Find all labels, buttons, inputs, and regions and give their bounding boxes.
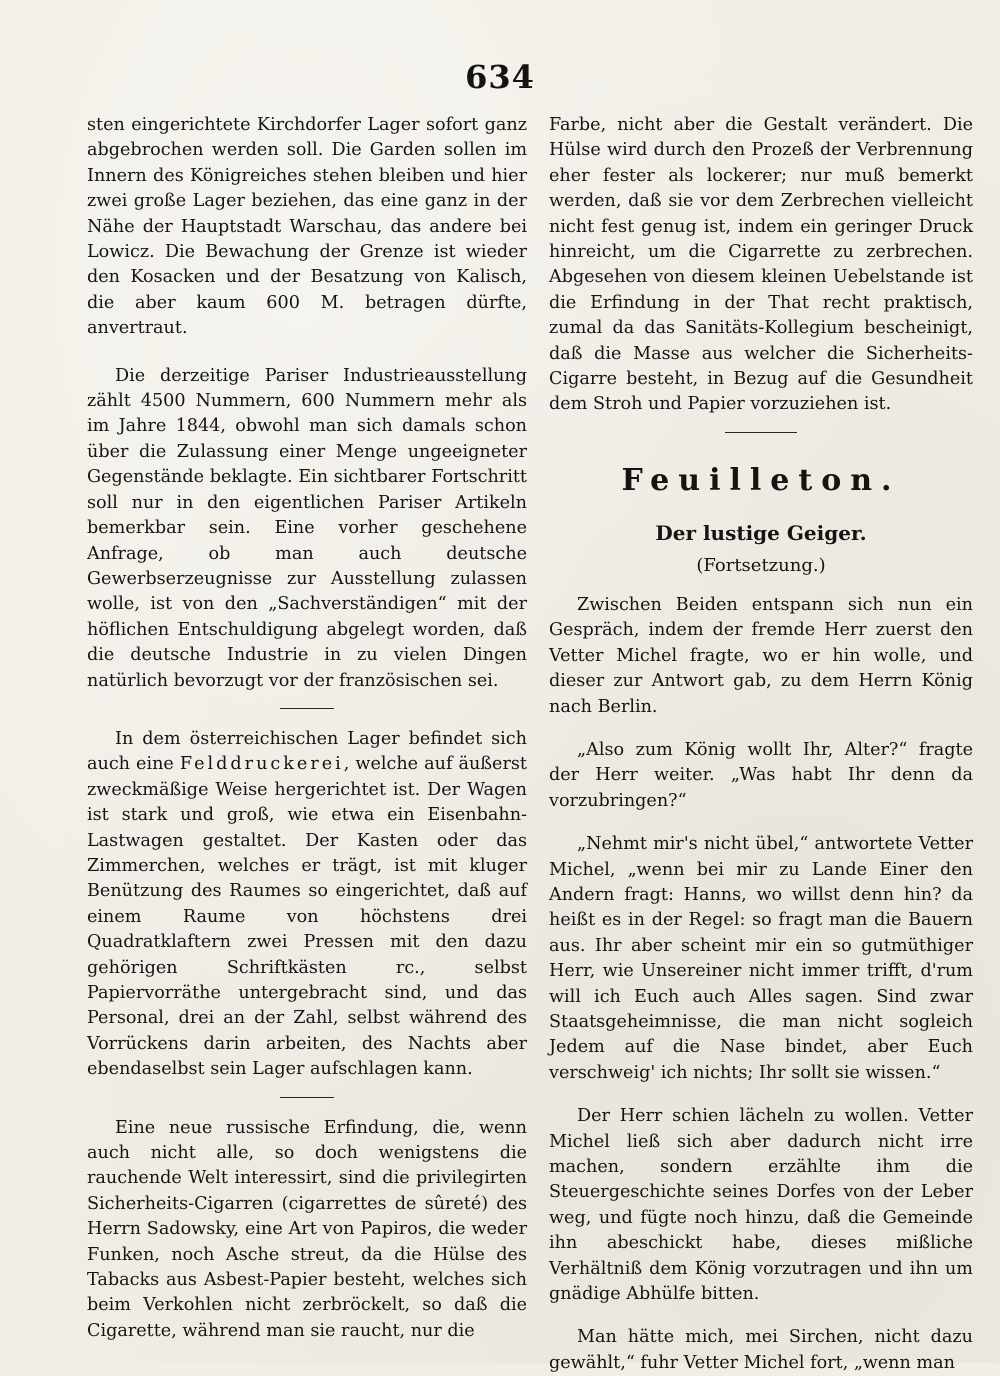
story-paragraph-3: „Nehmt mir's nicht übel,“ antwortete Vetter Michel, „wenn bei mir zu Lande Einer den Andern fragt: Hanns, wo willst denn hin? da heißt es in der Regel: so fragt man die Bauern aus. Ihr aber scheint mir ein so gutmüthiger Herr, wie Unsereiner nicht immer trifft, d'rum will ich Euch auch Alles sagen. Sind zwar Staatsgeheimnisse, die man nicht sogleich Jedem auf die Nase bindet, aber Euch verschweig' ich nichts; Ihr sollt sie wissen.“	[549, 834, 973, 1083]
story-paragraph-2: „Also zum König wollt Ihr, Alter?“ fragte der Herr weiter. „Was habt Ihr denn da vorzubringen?“	[549, 739, 973, 811]
right-column	[549, 113, 973, 1376]
article-field-printing-emphasis: Felddruckerei	[179, 754, 344, 775]
story-paragraph-1: Zwischen Beiden entspann sich nun ein Gespräch, indem der fremde Herr zuerst den Vetter Michel fragte, wo er hin wolle, und dieser zur Antwort gab, zu dem Herrn König nach Berlin.	[549, 594, 973, 717]
paragraph-gap	[549, 814, 973, 832]
section-divider	[280, 708, 334, 709]
story-paragraph-4: Der Herr schien lächeln zu wollen. Vetter Michel ließ sich aber dadurch nicht irre machen, sondern erzählte ihm die Steuergeschichte seines Dorfes von der Leber weg, und fügte noch hinzu, daß die Gemeinde ihn abeschickt habe, dieses mißliche Verhältniß dem König vorzutragen und ihn um gnädige Abhülfe bitten.	[549, 1106, 973, 1305]
feuilleton-heading: Feuilleton.	[621, 462, 901, 498]
left-column	[87, 113, 527, 1344]
article-field-printing-text-2: , welche auf äußerst zweckmäßige Weise hergerichtet ist. Der Wagen ist stark und groß, wie etwa ein Eisenbahn-Lastwagen gestaltet. Der Kasten oder das Zimmerchen, welches er trägt, ist mit kluger Benützung des Raumes so eingerichtet, daß auf einem Raume von höchstens drei Quadratklaftern zwei Pressen mit den dazu gehörigen Schriftkästen rc., selbst Papiervorräthe untergebracht sind, und das Personal, drei an der Zahl, selbst während des Vorrückens darin arbeiten, des Nachts aber ebendaselbst sein Lager aufschlagen kann.	[87, 754, 527, 1080]
article-safety-cigars: Eine neue russische Erfindung, die, wenn auch nicht alle, so doch wenigstens die rauchende Welt interessirt, sind die privilegirten Sicherheits-Cigarren (cigarrettes de sûreté) des Herrn Sadowsky, eine Art von Papiros, die weder Funken, noch Asche streut, da die Hülse des Tabacks aus Asbest-Papier besteht, welches sich beim Verkohlen nicht zerbröckelt, so daß die Cigarette, während man sie raucht, nur die	[87, 1117, 527, 1341]
story-title: Der lustige Geiger.	[655, 520, 867, 545]
article-field-printing	[87, 727, 527, 1083]
article-paris-exhibition: Die derzeitige Pariser Industrieausstellung zählt 4500 Nummern, 600 Nummern mehr als im Jahre 1844, obwohl man sich damals schon über die Zulassung einer Menge ungeeigneter Gegenstände beklagte. Ein sichtbarer Fortschritt soll nur in den eigentlichen Pariser Artikeln bemerkbar sein. Eine vorher geschehene Anfrage, ob man auch deutsche Gewerbserzeugnisse zur Ausstellung zulassen wolle, ist von den „Sachverständigen“ mit der höflichen Entschuldigung abgelegt worden, daß die deutsche Industrie in zu vielen Dingen natürlich bevorzugt vor der französischen sei.	[87, 365, 527, 691]
paragraph-gap	[549, 720, 973, 738]
paragraph-gap	[549, 1086, 973, 1104]
article-field-printing-text-1: In dem österreichischen Lager befindet sich auch eine	[87, 728, 527, 775]
paragraph-gap	[87, 342, 527, 364]
story-subtitle: (Fortsetzung.)	[696, 554, 826, 576]
story-paragraph-5: Man hätte mich, mei Sirchen, nicht dazu gewählt,“ fuhr Vetter Michel fort, „wenn man	[549, 1327, 973, 1373]
page-number: 634	[465, 58, 535, 96]
feuilleton-divider	[725, 432, 797, 433]
paragraph-gap	[549, 1307, 973, 1325]
article-safety-cigars-continued: Farbe, nicht aber die Gestalt verändert. Die Hülse wird durch den Prozeß der Verbrennung eher fester als lockerer; nur muß bemerkt werden, daß sie vor dem Zerbrechen vielleicht nicht fest genug ist, indem ein geringer Druck hinreicht, um die Cigarrette zu zerbrechen. Abgesehen von diesem kleinen Uebelstande ist die Erfindung in der That recht praktisch, zumal da das Sanitäts-Kollegium bescheinigt, daß die Masse aus welcher die Sicherheits-Cigarre besteht, in Bezug auf die Gesundheit dem Stroh und Papier vorzuziehen ist.	[549, 115, 973, 415]
article-camp-warsaw: sten eingerichtete Kirchdorfer Lager sofort ganz abgebrochen werden soll. Die Garden sollen im Innern des Königreiches stehen bleiben und hier zwei große Lager beziehen, das eine ganz in der Nähe der Hauptstadt Warschau, das andere bei Lowicz. Die Bewachung der Grenze ist wieder den Kosacken und der Besatzung von Kalisch, die aber kaum 600 M. betragen dürfte, anvertraut.	[87, 115, 527, 339]
section-divider	[280, 1097, 334, 1098]
